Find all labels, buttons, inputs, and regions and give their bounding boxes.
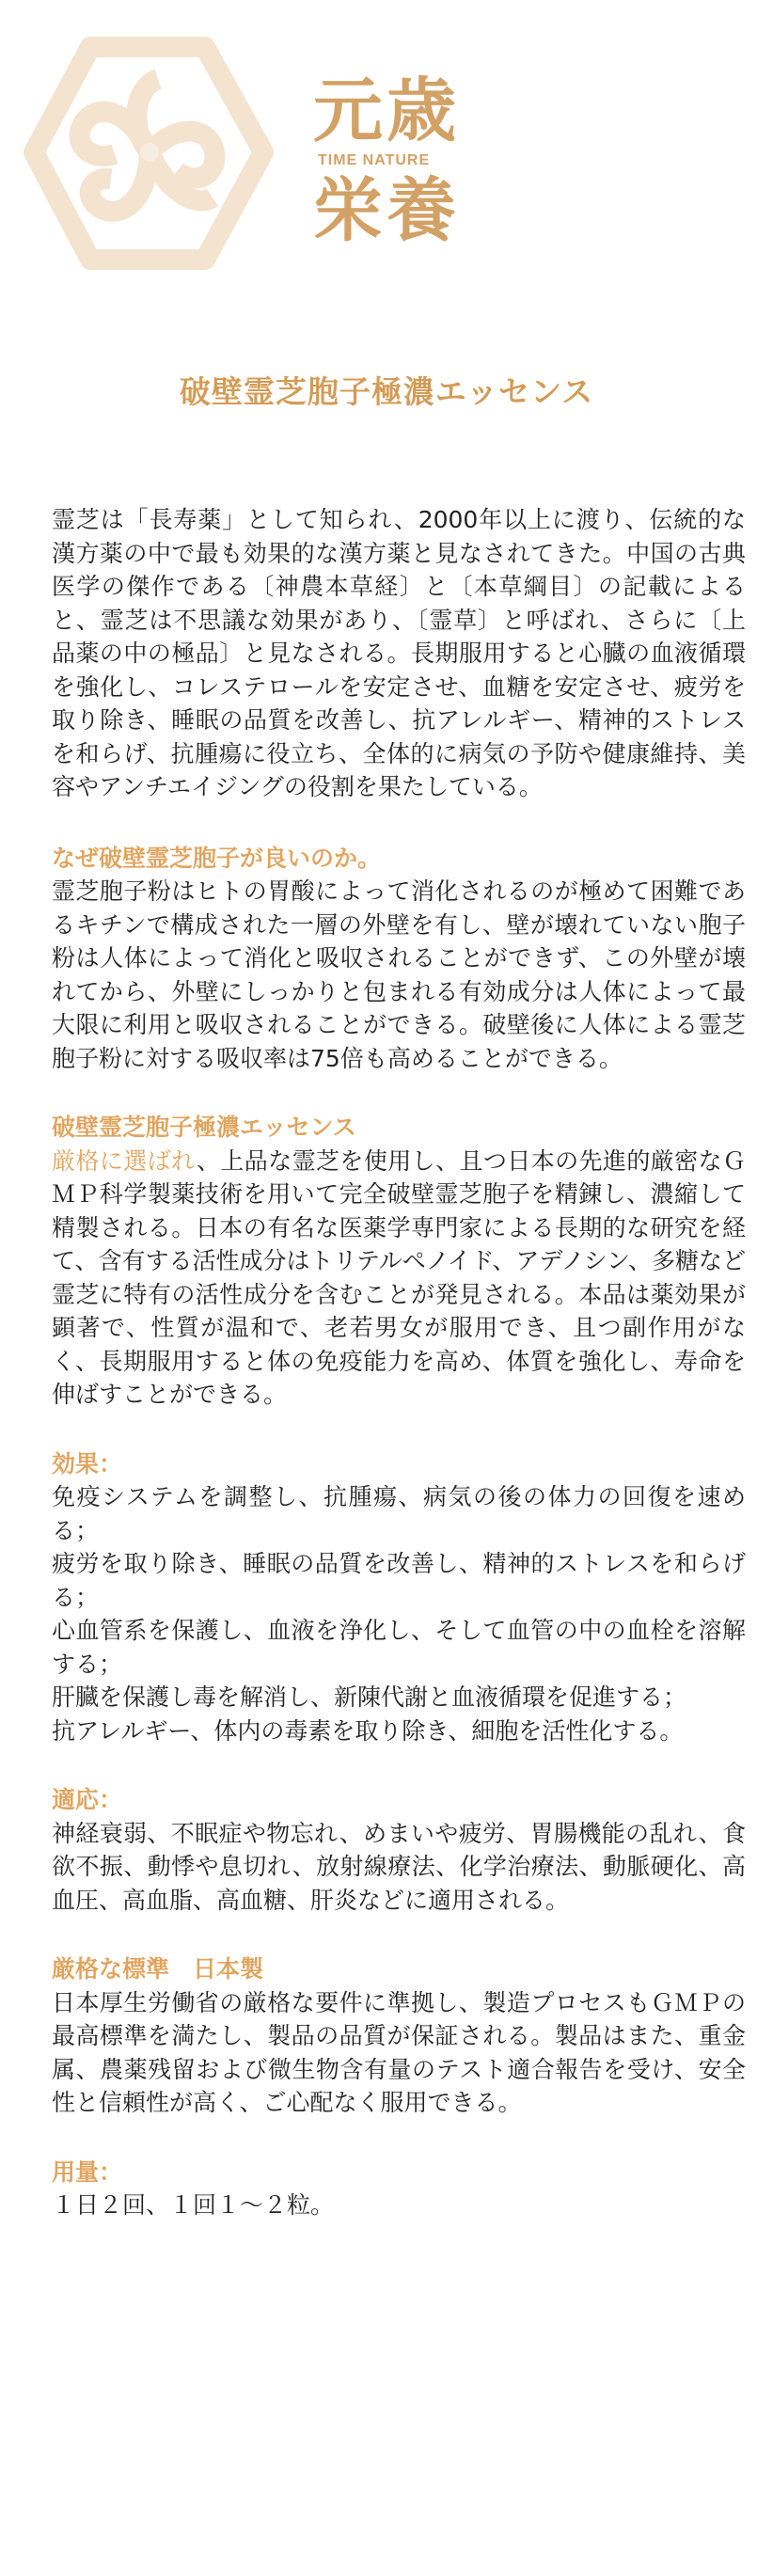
list-item: 心血管系を保護し、血液を浄化し、そして血管の中の血栓を溶解する； bbox=[52, 1617, 746, 1678]
section-effects bbox=[52, 1447, 746, 1748]
section-heading: 厳格な標準 日本製 bbox=[52, 1955, 264, 1983]
section-dosage bbox=[52, 2156, 746, 2222]
section-heading: 破壁霊芝胞子極濃エッセンス bbox=[52, 1114, 356, 1141]
list-item: 免疫システムを調整し、抗腫瘍、病気の後の体力の回復を速める； bbox=[52, 1483, 746, 1544]
page-title: 破壁霊芝胞子極濃エッセンス bbox=[179, 373, 594, 410]
section-why bbox=[52, 842, 746, 1076]
highlight-lead: 厳格に選ばれ bbox=[52, 1146, 197, 1175]
section-body: 神経衰弱、不眠症や物忘れ、めまいや疲労、胃腸機能の乱れ、食欲不振、動悸や息切れ、放射線療法、化学治療法、動脈硬化、高血圧、高血脂、高血糖、肝炎などに適用される。 bbox=[52, 1819, 746, 1914]
section-heading: 用量： bbox=[52, 2157, 123, 2186]
section-standard bbox=[52, 1952, 746, 2120]
tri-petal-logo-icon bbox=[17, 21, 282, 286]
list-item: 肝臓を保護し毒を解消し、新陳代謝と血液循環を促進する； bbox=[52, 1683, 687, 1711]
section-heading: なぜ破壁霊芝胞子が良いのか。 bbox=[52, 844, 382, 872]
section-essence bbox=[52, 1111, 746, 1412]
list-item: 疲労を取り除き、睡眠の品質を改善し、精神的ストレスを和らげる； bbox=[52, 1550, 746, 1611]
list-item: 抗アレルギー、体内の毒素を取り除き、細胞を活性化する。 bbox=[52, 1716, 684, 1745]
section-body-text: 、上品な霊芝を使用し、且つ日本の先進的厳密なＧＭＰ科学製薬技術を用いて完全破壁霊芝胞子を精錬し、濃縮して精製される。日本の有名な医薬学専門家による長期的な研究を経て、含有する活性成分はトリテルペノイド、アデノシン、多糖など霊芝に特有の活性成分を含むことが発見される。本品は薬効果が顕著で、性質が温和で、老若男女が服用でき、且つ副作用がなく、長期服用すると体の免疫能力を高め、体質を強化し、寿命を伸ばすことができる。 bbox=[52, 1146, 746, 1408]
section-body: １日２回、１回１～２粒。 bbox=[52, 2191, 335, 2219]
brand-name-bottom: 栄養 bbox=[313, 170, 460, 251]
section-body: 日本厚生労働省の厳格な要件に準拠し、製造プロセスもＧＭＰの最高標準を満たし、製品の品質が保証される。製品はまた、重金属、農薬残留および微生物含有量のテスト適合報告を受け、安全性と信頼性が高く、ご心配なく服用できる。 bbox=[52, 1988, 746, 2116]
brand-name-top: 元歳 bbox=[313, 71, 460, 151]
section-body bbox=[52, 1145, 746, 1412]
section-heading: 効果： bbox=[52, 1449, 123, 1478]
section-indications bbox=[52, 1783, 746, 1917]
section-body: 霊芝胞子粉はヒトの胃酸によって消化されるのが極めて困難であるキチンで構成された一層の外壁を有し、壁が壊れていない胞子粉は人体によって消化と吸収されることができず、この外壁が壊れてから、外壁にしっかりと包まれる有効成分は人体によって最大限に利用と吸収されることができる。破壁後に人体による霊芝胞子粉に対する吸収率は75倍も高めることができる。 bbox=[52, 877, 746, 1072]
intro-paragraph: 霊芝は「長寿薬」として知られ、2000年以上に渡り、伝統的な漢方薬の中で最も効果的な漢方薬と見なされてきた。中国の古典医学の傑作である〔神農本草経〕と〔本草綱目〕の記載によると、霊芝は不思議な効果があり、〔霊草〕と呼ばれ、さらに〔上品薬の中の極品〕と見なされる。長期服用すると心臓の血液循環を強化し、コレステロールを安定させ、血糖を安定させ、疲労を取り除き、睡眠の品質を改善し、抗アレルギー、精神的ストレスを和らげ、抗腫瘍に役立ち、全体的に病気の予防や健康維持、美容やアンチエイジングの役割を果たしている。 bbox=[52, 506, 746, 800]
section-heading: 適応： bbox=[52, 1786, 123, 1813]
content bbox=[52, 503, 746, 2222]
brand-name-en: TIME NATURE bbox=[318, 152, 431, 168]
